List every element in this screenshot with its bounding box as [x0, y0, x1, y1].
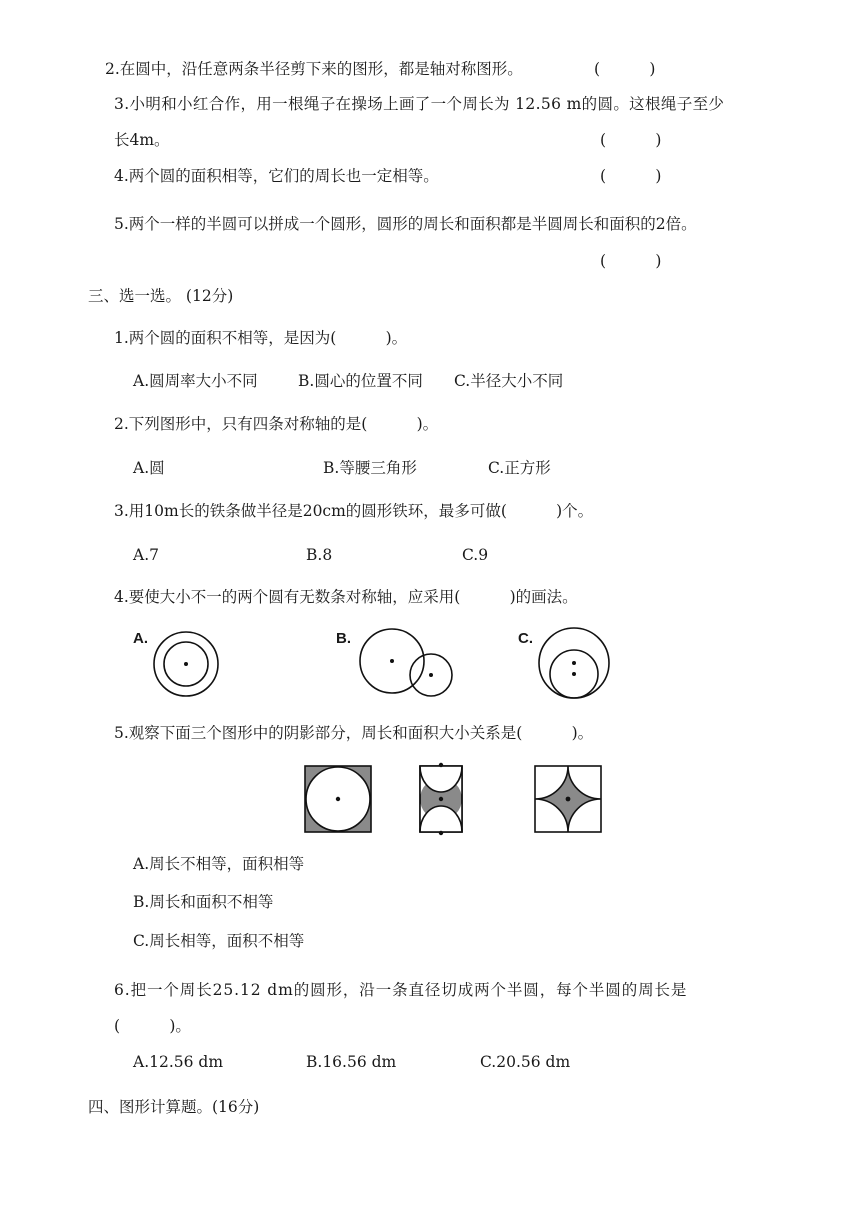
tf-q4-text: 4.两个圆的面积相等，它们的周长也一定相等。: [114, 167, 439, 185]
tf-q4-answer-paren[interactable]: ( ): [600, 167, 662, 185]
tf-q5-text: 5.两个一样的半圆可以拼成一个圆形，圆形的周长和面积都是半圆周长和面积的2倍。: [114, 215, 697, 233]
s3-q1-stem: 1.两个圆的面积不相等，是因为( )。: [114, 329, 408, 347]
s3-q6-option-a[interactable]: A.12.56 dm: [133, 1053, 224, 1071]
s3-q2-option-a[interactable]: A.圆: [133, 459, 165, 477]
tf-q3-text-line2: 长4m。: [114, 131, 170, 149]
s3-q6-option-c[interactable]: C.20.56 dm: [480, 1053, 571, 1071]
tf-q3-answer-paren[interactable]: ( ): [600, 131, 662, 149]
s3-q6-stem-line2: ( )。: [114, 1017, 191, 1035]
two-semicircles-square-icon: [418, 761, 464, 837]
tf-q2-text: 2.在圆中，沿任意两条半径剪下来的图形，都是轴对称图形。: [105, 60, 523, 78]
section4-heading: 四、图形计算题。(16分): [88, 1098, 260, 1116]
s3-q5-option-c[interactable]: C.周长相等，面积不相等: [133, 932, 305, 950]
four-quarter-circles-square-icon: [534, 765, 602, 833]
tf-q3-text-line1: 3.小明和小红合作，用一根绳子在操场上画了一个周长为 12.56 m的圆。这根绳子至少: [114, 95, 725, 113]
s3-q2-stem: 2.下列图形中，只有四条对称轴的是( )。: [114, 415, 439, 433]
s3-q5-option-a[interactable]: A.周长不相等，面积相等: [133, 855, 305, 873]
s3-q4-option-a-figure[interactable]: [130, 624, 240, 704]
s3-q2-option-b[interactable]: B.等腰三角形: [323, 459, 417, 477]
s3-q1-option-c[interactable]: C.半径大小不同: [454, 372, 564, 390]
s3-q6-stem-line1: 6.把一个周长25.12 dm的圆形，沿一条直径切成两个半圆，每个半圆的周长是: [114, 981, 688, 999]
s3-q3-option-b[interactable]: B.8: [306, 546, 333, 564]
intersecting-circles-icon: [334, 624, 464, 704]
s3-q4-option-b-label: B.: [336, 630, 351, 647]
s3-q4-option-c-figure[interactable]: [516, 624, 616, 704]
s3-q1-option-a[interactable]: A.圆周率大小不同: [133, 372, 258, 390]
tf-q5-answer-paren[interactable]: ( ): [600, 252, 662, 270]
s3-q5-stem: 5.观察下面三个图形中的阴影部分，周长和面积大小关系是( )。: [114, 724, 594, 742]
s3-q4-option-a-label: A.: [133, 630, 148, 647]
s3-q4-option-b-figure[interactable]: [334, 624, 464, 704]
square-inscribed-circle-icon: [304, 765, 372, 833]
section3-heading: 三、选一选。 (12分): [88, 287, 234, 305]
s3-q6-option-b[interactable]: B.16.56 dm: [306, 1053, 397, 1071]
s3-q3-stem: 3.用10m长的铁条做半径是20cm的圆形铁环，最多可做( )个。: [114, 502, 594, 520]
tf-q2-answer-paren[interactable]: ( ): [594, 60, 656, 78]
s3-q4-stem: 4.要使大小不一的两个圆有无数条对称轴，应采用( )的画法。: [114, 588, 578, 606]
s3-q4-option-c-label: C.: [518, 630, 533, 647]
s3-q3-option-a[interactable]: A.7: [133, 546, 159, 564]
s3-q3-option-c[interactable]: C.9: [462, 546, 489, 564]
s3-q2-option-c[interactable]: C.正方形: [488, 459, 551, 477]
s3-q1-option-b[interactable]: B.圆心的位置不同: [298, 372, 423, 390]
s3-q5-option-b[interactable]: B.周长和面积不相等: [133, 893, 274, 911]
